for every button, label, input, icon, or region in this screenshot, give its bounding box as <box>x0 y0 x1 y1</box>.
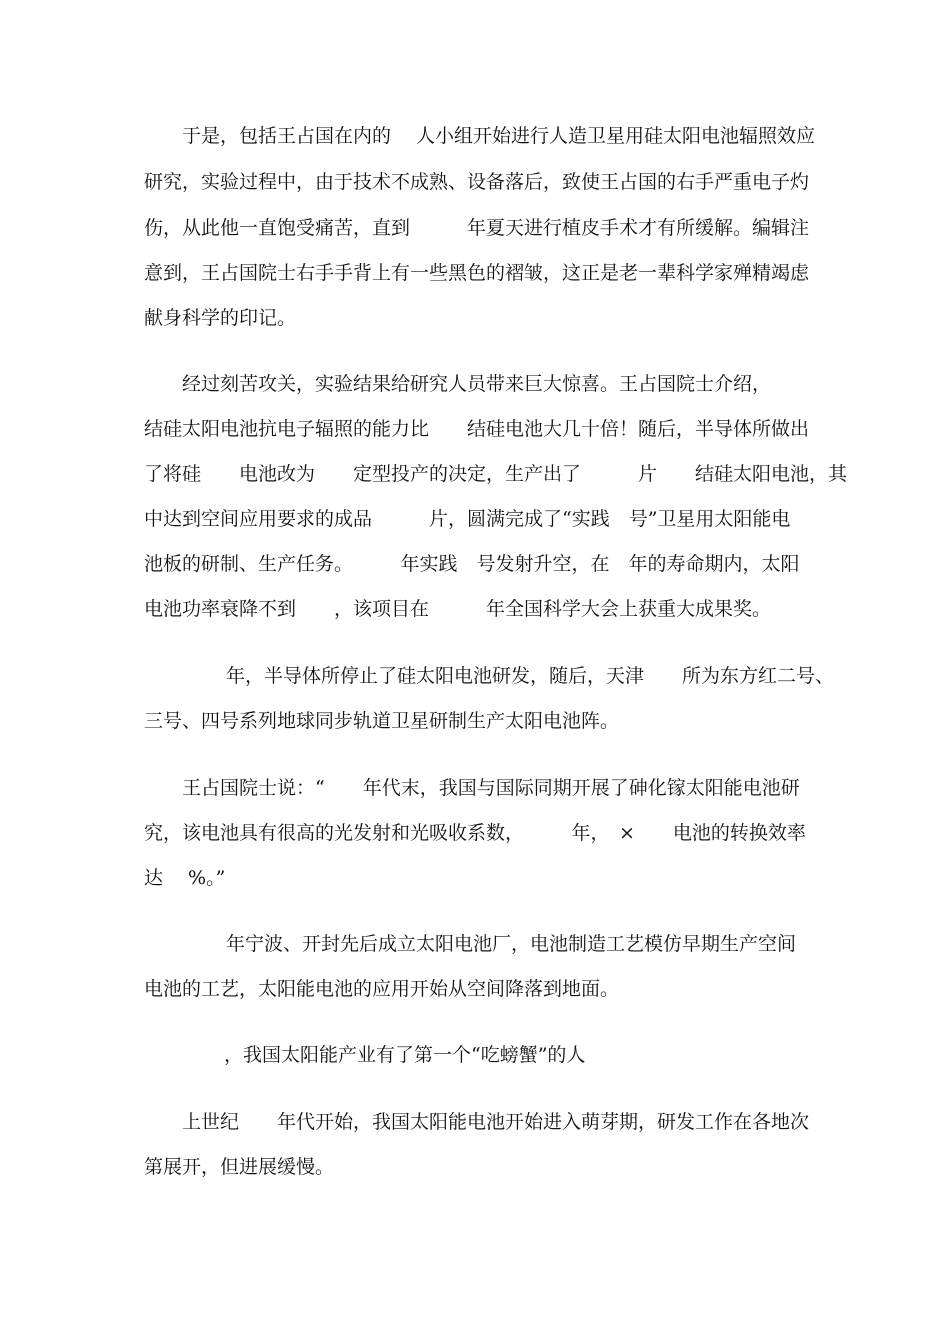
paragraph-1-line-4: 意到，王占国院士右手手背上有一些黑色的褶皱，这正是老一辈科学家殚精竭虑 <box>144 262 810 284</box>
paragraph-2-line-6: 电池功率衰降不到 ，该项目在 年全国科学大会上获重大成果奖。 <box>144 598 772 620</box>
paragraph-7-line-1: 上世纪 年代开始，我国太阳能电池开始进入萌芽期，研发工作在各地次 <box>182 1111 810 1133</box>
paragraph-6-line-1: ，我国太阳能产业有了第一个“吃螃蟹”的人 <box>224 1044 586 1066</box>
paragraph-1-line-1: 于是，包括王占国在内的 人小组开始进行人造卫星用硅太阳电池辐照效应 <box>182 125 816 147</box>
paragraph-4-line-3: 达 %。” <box>144 867 226 889</box>
paragraph-1-line-3: 伤，从此他一直饱受痛苦，直到 年夏天进行植皮手术才有所缓解。编辑注 <box>144 217 810 239</box>
paragraph-2-line-5: 池板的研制、生产任务。 年实践 号发射升空，在 年的寿命期内，太阳 <box>144 553 800 575</box>
paragraph-2-line-4: 中达到空间应用要求的成品 片，圆满完成了“实践 号”卫星用太阳能电 <box>144 508 791 530</box>
paragraph-5-line-2: 电池的工艺，太阳能电池的应用开始从空间降落到地面。 <box>144 978 620 1000</box>
paragraph-2-line-1: 经过刻苦攻关，实验结果给研究人员带来巨大惊喜。王占国院士介绍， <box>182 373 772 395</box>
paragraph-5-line-1: 年宁波、开封先后成立太阳电池厂，电池制造工艺模仿早期生产空间 <box>226 933 797 955</box>
paragraph-1-line-5: 献身科学的印记。 <box>144 307 297 329</box>
paragraph-1-line-2: 研究，实验过程中，由于技术不成熟、设备落后，致使王占国的右手严重电子灼 <box>144 171 810 193</box>
paragraph-4-line-1: 王占国院士说：“ 年代末，我国与国际同期开展了砷化镓太阳能电池研 <box>182 777 800 799</box>
paragraph-2-line-2: 结硅太阳电池抗电子辐照的能力比 结硅电池大几十倍！随后，半导体所做出 <box>144 418 810 440</box>
paragraph-2-line-3: 了将硅 电池改为 定型投产的决定，生产出了 片 结硅太阳电池，其 <box>144 463 848 485</box>
paragraph-4-line-2: 究，该电池具有很高的光发射和光吸收系数， 年， × 电池的转换效率 <box>144 822 806 844</box>
paragraph-3-line-1: 年，半导体所停止了硅太阳电池研发，随后，天津 所为东方红二号、 <box>226 665 835 687</box>
paragraph-3-line-2: 三号、四号系列地球同步轨道卫星研制生产太阳电池阵。 <box>144 710 620 732</box>
paragraph-7-line-2: 第展开，但进展缓慢。 <box>144 1156 335 1178</box>
